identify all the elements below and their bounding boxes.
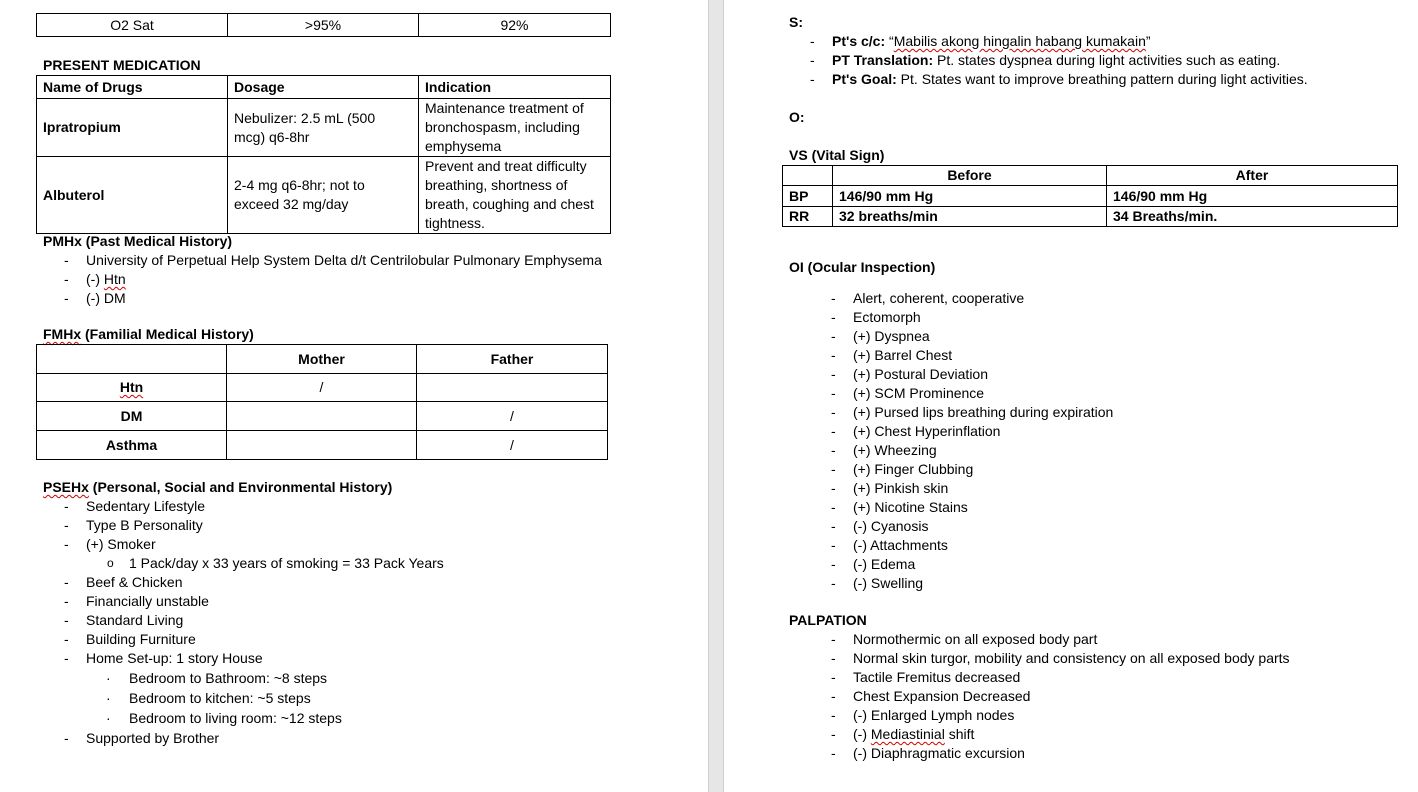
table-row [37, 14, 611, 37]
bullet-dash: - [64, 271, 69, 287]
subjective-label: S: [789, 14, 803, 30]
fmhx-father-check: / [417, 431, 608, 460]
vs-before-value: 32 breaths/min [833, 207, 1107, 227]
present-medication-heading: PRESENT MEDICATION [43, 57, 201, 73]
bullet-dash: - [831, 556, 836, 572]
fmhx-row-label: Htn [37, 374, 227, 402]
table-row [37, 402, 608, 431]
medication-header-dosage: Dosage [228, 76, 419, 99]
bullet-dash: - [64, 631, 69, 647]
medication-indication: Prevent and treat difficulty breathing, shortness of breath, coughing and chest tightness. [419, 157, 611, 234]
table-row [37, 76, 611, 99]
fmhx-header-father: Father [417, 345, 608, 374]
vs-after-value: 34 Breaths/min. [1107, 207, 1398, 227]
bullet-dash: - [64, 252, 69, 268]
table-row [37, 157, 611, 234]
fmhx-mother-check: / [227, 374, 417, 402]
bullet-dash: - [64, 612, 69, 628]
vs-header-after: After [1107, 166, 1398, 186]
medication-dosage: Nebulizer: 2.5 mL (500 mcg) q6-8hr [228, 99, 419, 157]
bullet-dash: - [64, 517, 69, 533]
medication-header-drug: Name of Drugs [37, 76, 228, 99]
bullet-dash: - [831, 480, 836, 496]
o2-sat-actual: 92% [419, 14, 611, 37]
vs-header-before: Before [833, 166, 1107, 186]
o2-sat-table [36, 13, 611, 37]
vs-row-label: BP [783, 186, 833, 207]
ocular-inspection-heading: OI (Ocular Inspection) [789, 259, 936, 275]
bullet-dash: - [831, 669, 836, 685]
bullet-dash: - [810, 33, 815, 49]
table-row [37, 431, 608, 460]
o2-sat-label: O2 Sat [37, 14, 228, 37]
medication-header-indication: Indication [419, 76, 611, 99]
bullet-dash: - [64, 498, 69, 514]
fmhx-father-check [417, 374, 608, 402]
table-row [37, 345, 608, 374]
palpation-heading: PALPATION [789, 612, 867, 628]
bullet-dash: - [831, 631, 836, 647]
fmhx-row-label: DM [37, 402, 227, 431]
bullet-dash: - [831, 745, 836, 761]
fmhx-header-mother: Mother [227, 345, 417, 374]
bullet-dash: - [64, 650, 69, 666]
bullet-dash: - [810, 71, 815, 87]
bullet-dash: - [64, 574, 69, 590]
bullet-dash: - [831, 290, 836, 306]
fmhx-father-check: / [417, 402, 608, 431]
bullet-dash: - [831, 707, 836, 723]
bullet-dot: · [106, 670, 111, 686]
medication-dosage: 2-4 mg q6-8hr; not to exceed 32 mg/day [228, 157, 419, 234]
pmhx-heading: PMHx (Past Medical History) [43, 233, 233, 249]
bullet-dash: - [831, 347, 836, 363]
bullet-dash: - [831, 518, 836, 534]
bullet-dash: - [64, 536, 69, 552]
bullet-dash: - [831, 442, 836, 458]
bullet-dash: - [831, 328, 836, 344]
bullet-dash: - [831, 499, 836, 515]
bullet-dash: - [810, 52, 815, 68]
medication-drug: Albuterol [37, 157, 228, 234]
bullet-dash: - [831, 423, 836, 439]
objective-label: O: [789, 109, 805, 125]
bullet-dash: - [64, 730, 69, 746]
page-gutter [708, 0, 724, 792]
bullet-dot: · [106, 690, 111, 706]
bullet-dot: · [106, 710, 111, 726]
bullet-dash: - [831, 650, 836, 666]
bullet-dash: - [64, 593, 69, 609]
fmhx-header-blank [37, 345, 227, 374]
fmhx-heading: FMHx (Familial Medical History) [43, 326, 254, 342]
bullet-dash: - [831, 537, 836, 553]
o2-sat-normal: >95% [228, 14, 419, 37]
psehx-heading: PSEHx (Personal, Social and Environmental History) [43, 479, 393, 495]
bullet-dash: - [831, 575, 836, 591]
bullet-dash: - [64, 290, 69, 306]
vital-signs-heading: VS (Vital Sign) [789, 147, 885, 163]
fmhx-mother-check [227, 402, 417, 431]
medication-table [36, 75, 611, 234]
bullet-dash: - [831, 366, 836, 382]
vs-after-value: 146/90 mm Hg [1107, 186, 1398, 207]
vs-header-blank [783, 166, 833, 186]
bullet-dash: - [831, 309, 836, 325]
table-row [37, 374, 608, 402]
table-row [783, 166, 1398, 186]
medication-drug: Ipratropium [37, 99, 228, 157]
medication-indication: Maintenance treatment of bronchospasm, including emphysema [419, 99, 611, 157]
bullet-circle: o [107, 556, 114, 570]
vs-row-label: RR [783, 207, 833, 227]
fmhx-mother-check [227, 431, 417, 460]
table-row [783, 207, 1398, 227]
bullet-dash: - [831, 385, 836, 401]
bullet-dash: - [831, 404, 836, 420]
bullet-dash: - [831, 726, 836, 742]
bullet-dash: - [831, 461, 836, 477]
table-row [37, 99, 611, 157]
bullet-dash: - [831, 688, 836, 704]
vital-signs-table [782, 165, 1398, 227]
fmhx-row-label: Asthma [37, 431, 227, 460]
fmhx-table [36, 344, 608, 460]
vs-before-value: 146/90 mm Hg [833, 186, 1107, 207]
table-row [783, 186, 1398, 207]
